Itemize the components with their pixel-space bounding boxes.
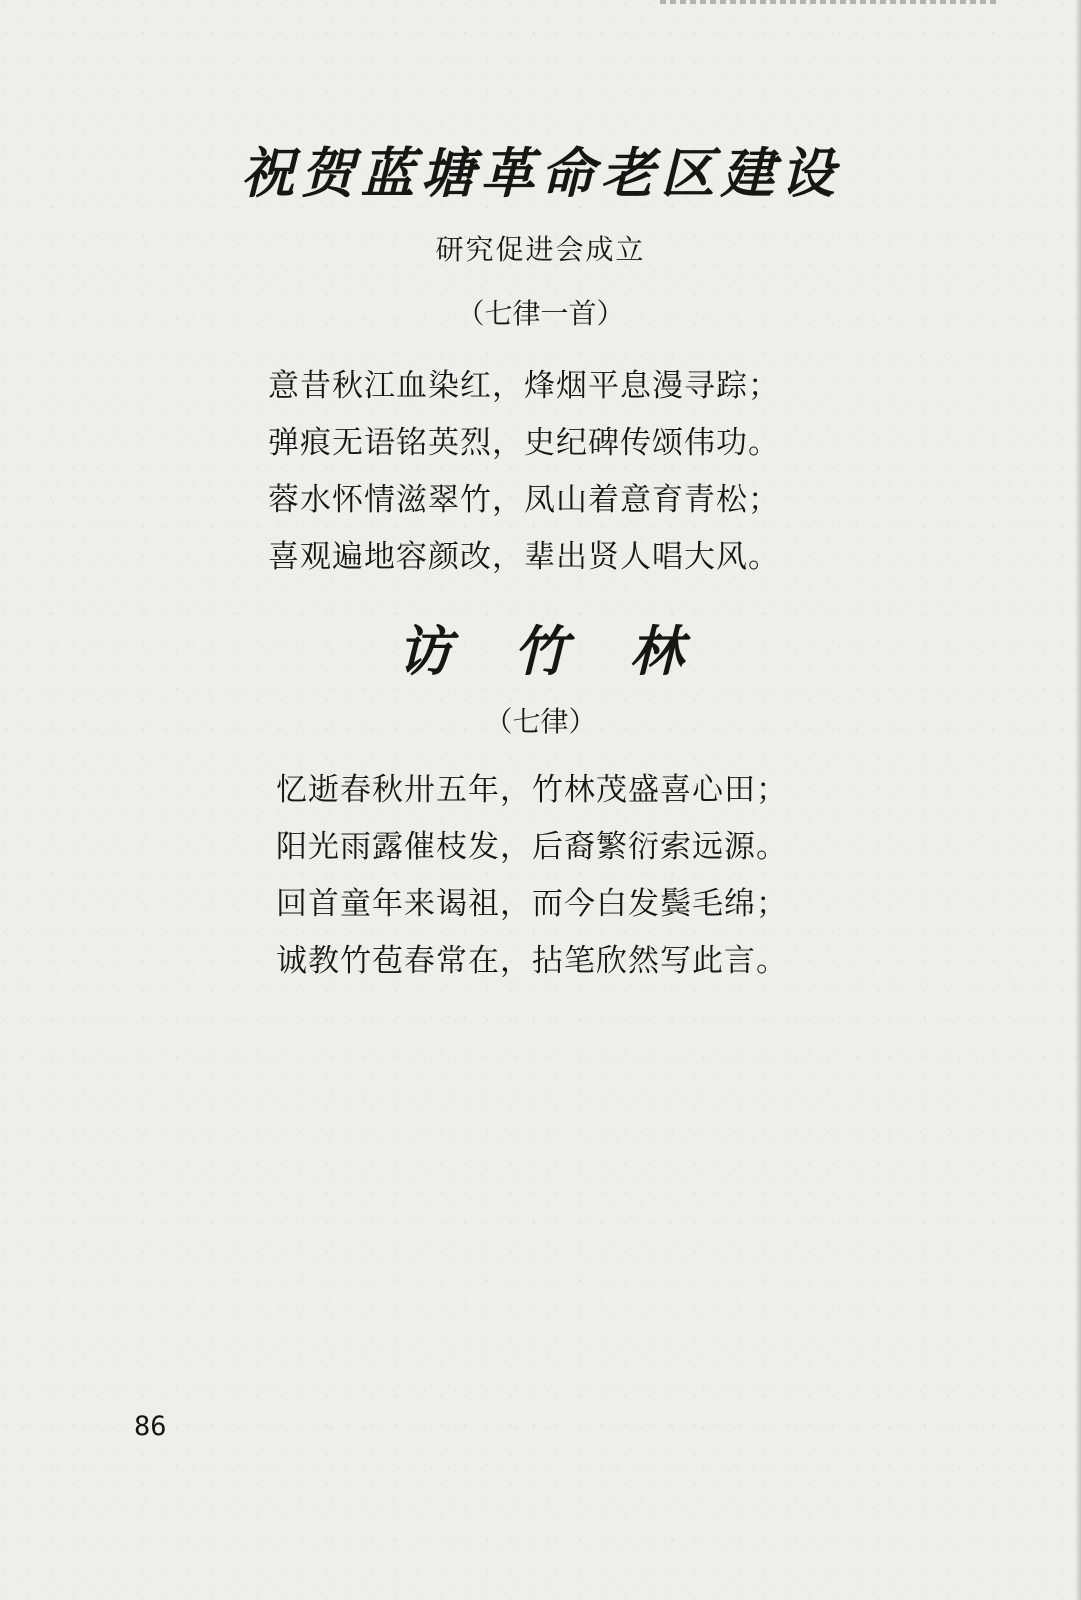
poem1-line-1: 意昔秋江血染红，烽烟平息漫寻踪；	[268, 368, 780, 404]
poem2-line-2: 阳光雨露催枝发，后裔繁衍索远源。	[276, 829, 788, 865]
poem1-line-4: 喜观遍地容颜改，辈出贤人唱大风。	[268, 539, 780, 575]
poem1-form-note: （七律一首）	[456, 297, 625, 330]
poem1-body	[268, 358, 780, 586]
poem1-title: 祝贺蓝塘革命老区建设	[240, 141, 841, 205]
poem2-body	[276, 762, 788, 990]
scan-edge-top	[660, 0, 1000, 4]
poem2-title: 访竹林	[397, 619, 746, 683]
poem2-line-4: 诚教竹苞春常在，拈笔欣然写此言。	[276, 943, 788, 979]
poem1-line-2: 弹痕无语铭英烈，史纪碑传颂伟功。	[268, 425, 780, 461]
poem1-line-3: 蓉水怀情滋翠竹，凤山着意育青松；	[268, 482, 780, 518]
page-number: 86	[134, 1411, 167, 1442]
poem2-line-1: 忆逝春秋卅五年，竹林茂盛喜心田；	[276, 772, 788, 808]
poem2-form-note: （七律）	[484, 705, 597, 738]
poem1-subtitle: 研究促进会成立	[435, 233, 646, 266]
poem2-line-3: 回首童年来谒祖，而今白发鬓毛绵；	[276, 886, 788, 922]
